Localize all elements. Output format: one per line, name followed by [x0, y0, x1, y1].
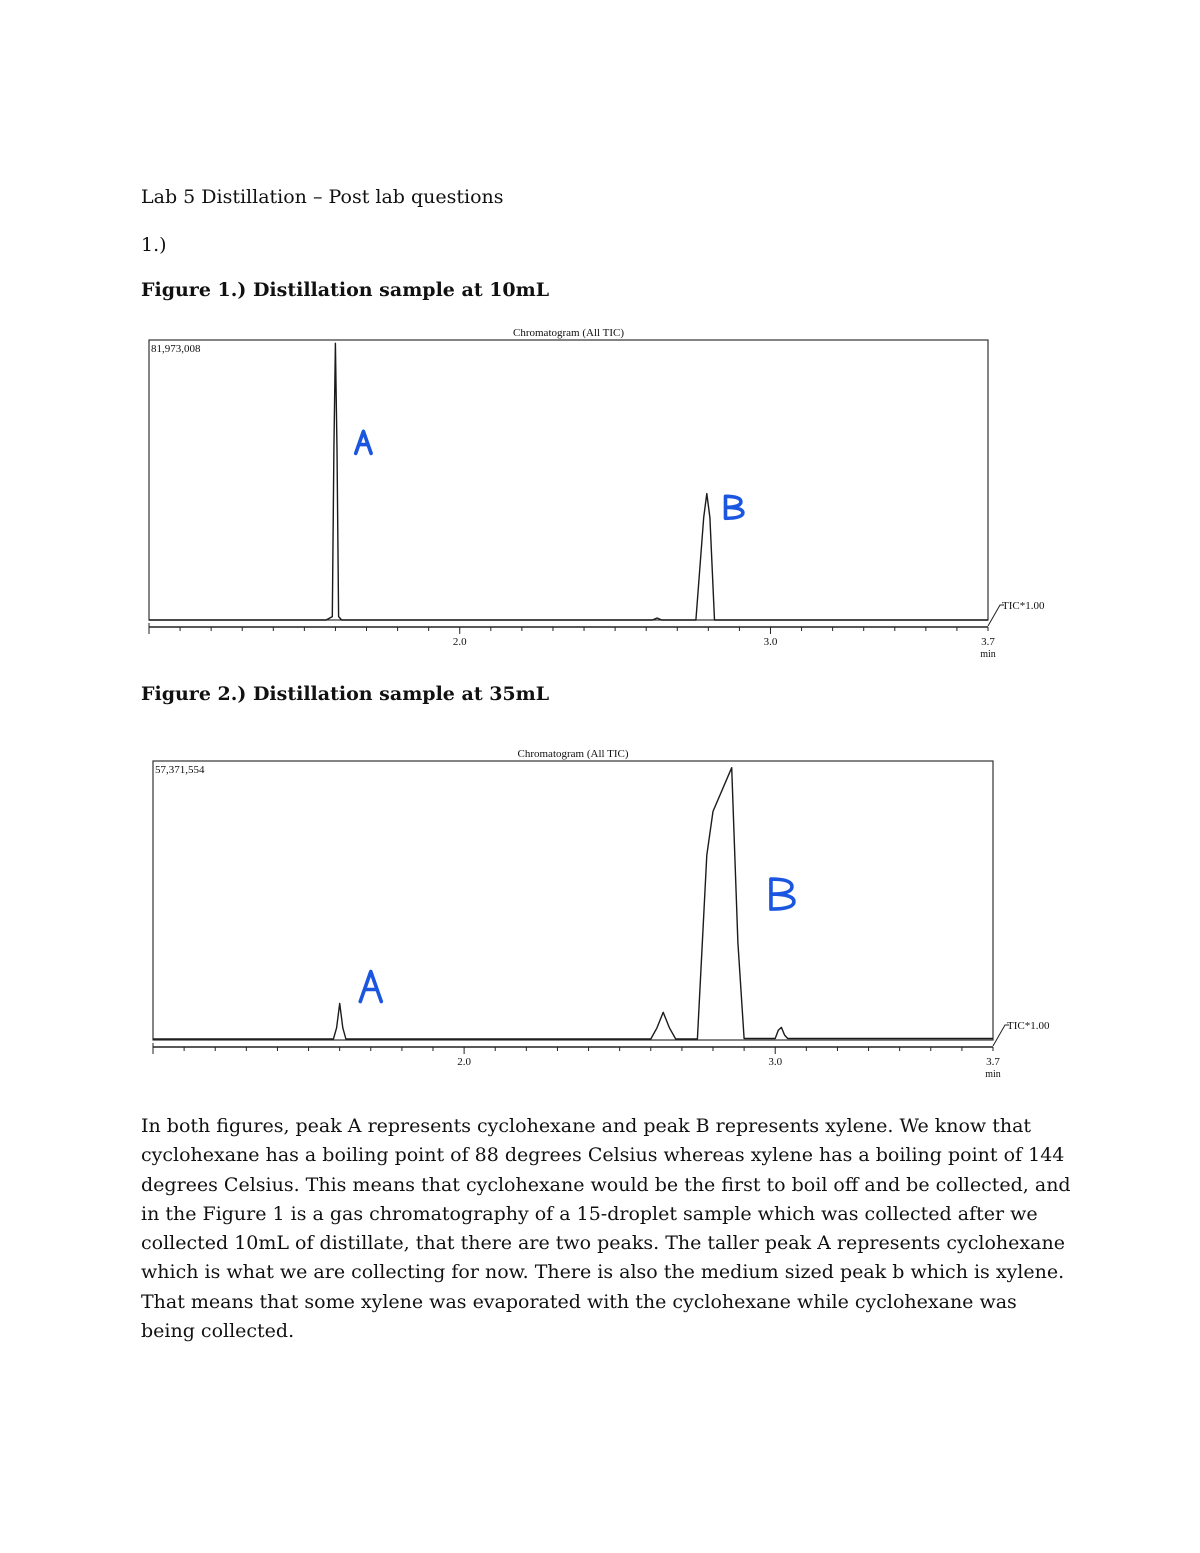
trace-label: TIC*1.00 — [1002, 600, 1045, 612]
x-tick-label: 3.0 — [763, 636, 778, 648]
x-unit-label: min — [980, 649, 996, 660]
chromatogram-figure-2 — [0, 740, 1200, 1090]
x-tick-label: 3.0 — [768, 1056, 783, 1068]
chart-title: Chromatogram (All TIC) — [513, 327, 624, 339]
figure-1-caption: Figure 1.) Distillation sample at 10mL — [141, 279, 550, 301]
y-max-label: 57,371,554 — [155, 764, 205, 776]
x-tick-label: 2.0 — [457, 1056, 471, 1068]
document-title: Lab 5 Distillation – Post lab questions — [141, 186, 504, 208]
y-max-label: 81,973,008 — [151, 343, 201, 355]
annotation-a — [360, 972, 381, 1002]
annotation-b — [725, 496, 742, 518]
question-number: 1.) — [141, 234, 167, 256]
plot-frame — [153, 761, 993, 1040]
figure-2-caption: Figure 2.) Distillation sample at 35mL — [141, 683, 550, 705]
annotation-a — [356, 431, 371, 453]
x-tick-label: 3.7 — [986, 1056, 1000, 1068]
trace-label: TIC*1.00 — [1007, 1020, 1050, 1032]
x-unit-label: min — [985, 1069, 1001, 1080]
chart-title: Chromatogram (All TIC) — [517, 748, 629, 760]
x-tick-label: 3.7 — [981, 636, 995, 648]
chromatogram-trace — [149, 343, 988, 620]
answer-paragraph: In both figures, peak A represents cyclohexane and peak B represents xylene. We know that cyclohexane has a boiling point of 88 degrees Celsius whereas xylene has a boiling point of 144 degrees Celsius. This means that cyclohexane would be the first to boil off and be collected, and in the Figure 1 is a gas chromatography of a 15-droplet sample which was collected after we collected 10mL of distillate, that there are two peaks. The taller peak A represents cyclohexane which is what we are collecting for now. There is also the medium sized peak b which is xylene. That means that some xylene was evaporated with the cyclohexane while cyclohexane was being collected. — [141, 1115, 1071, 1343]
x-tick-label: 2.0 — [452, 636, 467, 648]
chromatogram-trace — [153, 768, 993, 1039]
chromatogram-figure-1 — [0, 320, 1200, 670]
plot-frame — [149, 340, 988, 620]
annotation-b — [771, 879, 794, 909]
